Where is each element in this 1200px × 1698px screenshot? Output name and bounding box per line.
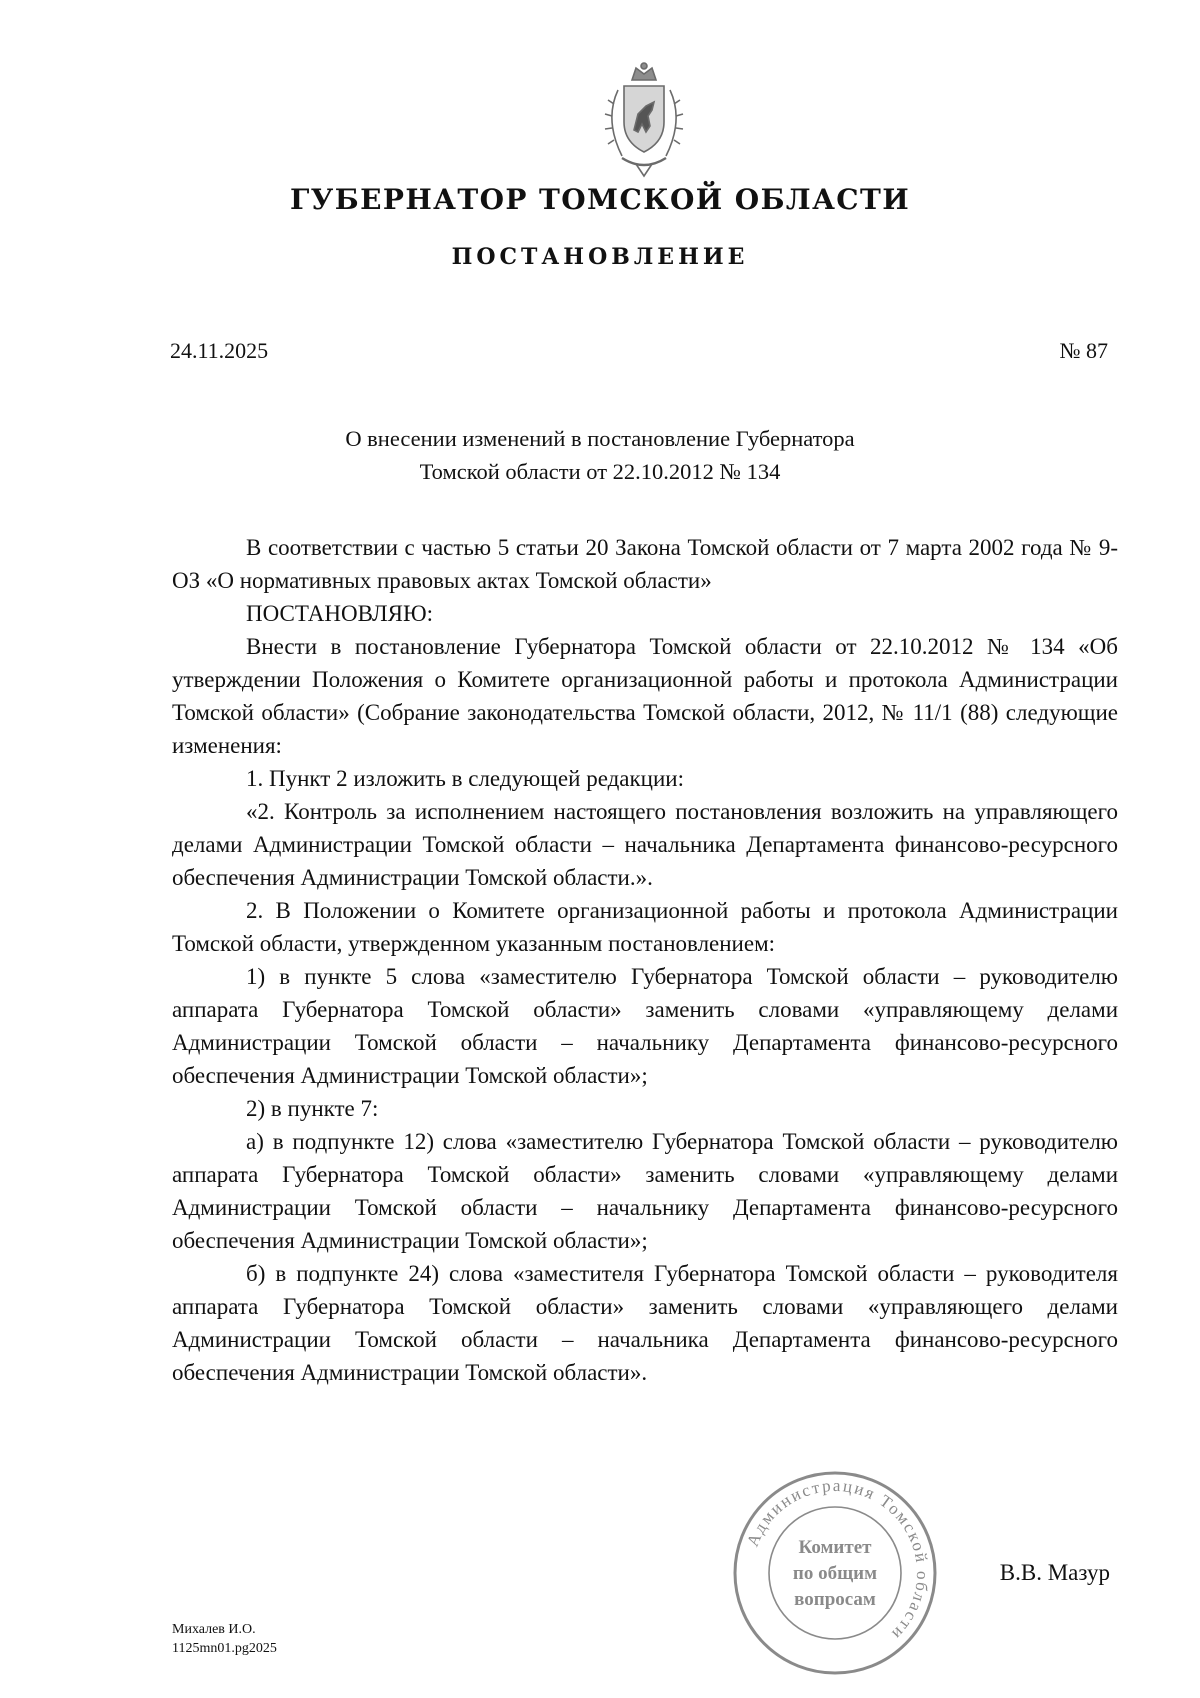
body-paragraph: В соответствии с частью 5 статьи 20 Закона Томской области от 7 марта 2002 года № 9-ОЗ «О нормативных правовых актах Томской области» — [172, 535, 1118, 593]
body-paragraph: ПОСТАНОВЛЯЮ: — [246, 601, 434, 626]
coat-of-arms-icon — [592, 60, 696, 180]
document-number: № 87 — [1059, 338, 1108, 363]
signer-name: В.В. Мазур — [999, 1560, 1110, 1585]
stamp-center-line-3: вопросам — [794, 1589, 876, 1610]
document-date: 24.11.2025 — [170, 338, 269, 363]
document-authority: ГУБЕРНАТОР ТОМСКОЙ ОБЛАСТИ — [289, 183, 911, 216]
subject-line-2: Томской области от 22.10.2012 № 134 — [419, 459, 781, 484]
body-paragraph: 2. В Положении о Комитете организационной работы и протокола Администрации Томской области, утвержденном указанным постановлением: — [172, 898, 1118, 956]
document-type: ПОСТАНОВЛЕНИЕ — [451, 244, 749, 270]
executor-code: 1125mn01.pg2025 — [172, 1641, 277, 1656]
executor-block — [172, 1620, 277, 1658]
stamp-center-line-2: по общим — [792, 1563, 878, 1584]
subject-line-1: О внесении изменений в постановление Губернатора — [345, 426, 855, 451]
body-paragraph: «2. Контроль за исполнением настоящего постановления возложить на управляющего делами Администрации Томской области – начальника Департамента финансово-ресурсного обеспечения Администрации Томской области.». — [172, 799, 1118, 890]
body-paragraph: 1) в пункте 5 слова «заместителю Губернатора Томской области – руководителю аппарата Губернатора Томской области» заменить словами «управляющему делами Администрации Томской области – начальнику Департамента финансово-ресурсного обеспечения Администрации Томской области»; — [172, 964, 1118, 1088]
body-paragraph: 1. Пункт 2 изложить в следующей редакции: — [246, 766, 684, 791]
body-paragraph: Внести в постановление Губернатора Томской области от 22.10.2012 № 134 «Об утверждении Положения о Комитете организационной работы и протокола Администрации Томской области» (Собрание законодательства Томской области, 2012, № 11/1 (88) следующие изменения: — [172, 634, 1118, 758]
body-paragraph: 2) в пункте 7: — [246, 1096, 379, 1121]
official-stamp — [730, 1468, 940, 1678]
stamp-center-line-1: Комитет — [798, 1537, 872, 1558]
document-body — [172, 531, 1118, 1389]
stamp-ring-text: Администрация Томской области — [742, 1475, 933, 1645]
body-paragraph: а) в подпункте 12) слова «заместителю Губернатора Томской области – руководителю аппарата Губернатора Томской области» заменить словами «управляющему делами Администрации Томской области – начальнику Департамента финансово-ресурсного обеспечения Администрации Томской области»; — [172, 1129, 1118, 1253]
body-paragraph: б) в подпункте 24) слова «заместителя Губернатора Томской области – руководителя аппарата Губернатора Томской области» заменить словами «управляющего делами Администрации Томской области – начальника Департамента финансово-ресурсного обеспечения Администрации Томской области». — [172, 1261, 1118, 1385]
executor-name: Михалев И.О. — [172, 1622, 256, 1637]
document-subject — [300, 422, 900, 488]
